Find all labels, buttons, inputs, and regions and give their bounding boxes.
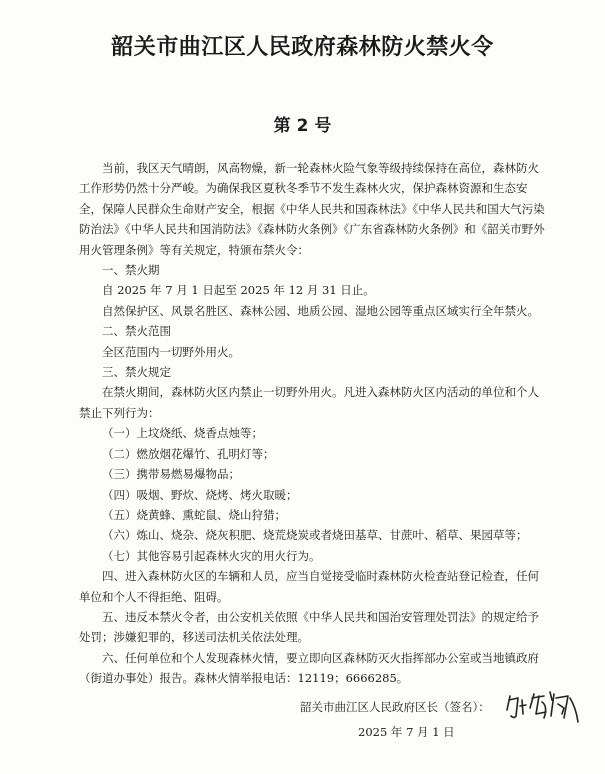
document-title: 韶关市曲江区人民政府森林防火禁火令 (111, 35, 494, 60)
document-body (79, 158, 549, 689)
section-1-period: 自 2025 年 7 月 1 日起至 2025 年 12 月 31 日止。 (102, 283, 375, 298)
intro-paragraph: 当前，我区天气晴朗，风高物燥，新一轮森林火险气象等级持续保持在高位，森林防火工作形势仍然十分严峻。为确保我区夏秋冬季节不发生森林火灾，保护森林资源和生态安全，保障人民群众生命财产安全，根据《中华人民共和国森林法》《中华人民共和国大气污染防治法》《中华人民共和国消防法》《森林防火条例》《广东省森林防火条例》和《韶关市野外用火管理条例》等有关规定，特颁布禁火令： (79, 161, 545, 257)
section-2-heading: 二、禁火范围 (102, 324, 171, 339)
section-5-paragraph: 五、违反本禁火令者，由公安机关依照《中华人民共和国治安管理处罚法》的规定给予处罚；涉嫌犯罪的，移送司法机关依法处理。 (79, 609, 539, 645)
section-2-scope: 全区范围内一切野外用火。 (102, 344, 240, 359)
section-3-heading: 三、禁火规定 (102, 365, 171, 380)
handwritten-signature (504, 686, 584, 734)
prohibited-item: （一）上坟烧纸、烧香点烛等； (102, 426, 263, 441)
signature-label: 韶关市曲江区人民政府区长（签名）： (300, 700, 490, 714)
signature-block (0, 694, 605, 744)
section-3-intro: 在禁火期间，森林防火区内禁止一切野外用火。凡进入森林防火区内活动的单位和个人禁止下列行为： (79, 385, 539, 420)
document-number: 第 2 号 (273, 116, 332, 136)
prohibited-item: （四）吸烟、野炊、烧烤、烤火取暖； (102, 487, 298, 502)
prohibited-item: （三）携带易燃易爆物品； (102, 467, 240, 482)
prohibited-item: （五）烧黄蜂、熏蛇鼠、烧山狩猎； (102, 507, 286, 522)
signature-date: 2025 年 7 月 1 日 (358, 725, 455, 739)
prohibited-item: （六）炼山、烧杂、烧灰积肥、烧荒烧炭或者烧田基草、甘蔗叶、稻草、果园草等； (102, 528, 528, 543)
section-6-paragraph: 六、任何单位和个人发现森林火情，要立即向区森林防灭火指挥部办公室或当地镇政府（街道办事处）报告。森林火情举报电话：12119；6666285。 (79, 650, 539, 686)
section-1-yearround: 自然保护区、风景名胜区、森林公园、地质公园、湿地公园等重点区域实行全年禁火。 (102, 303, 539, 318)
prohibited-item: （七）其他容易引起森林火灾的用火行为。 (102, 548, 321, 563)
section-1-heading: 一、禁火期 (102, 263, 160, 278)
prohibited-item: （二）燃放烟花爆竹、孔明灯等； (102, 446, 275, 461)
section-4-paragraph: 四、进入森林防火区的车辆和人员，应当自觉接受临时森林防火检查站登记检查，任何单位和个人不得拒绝、阻碍。 (79, 569, 539, 604)
